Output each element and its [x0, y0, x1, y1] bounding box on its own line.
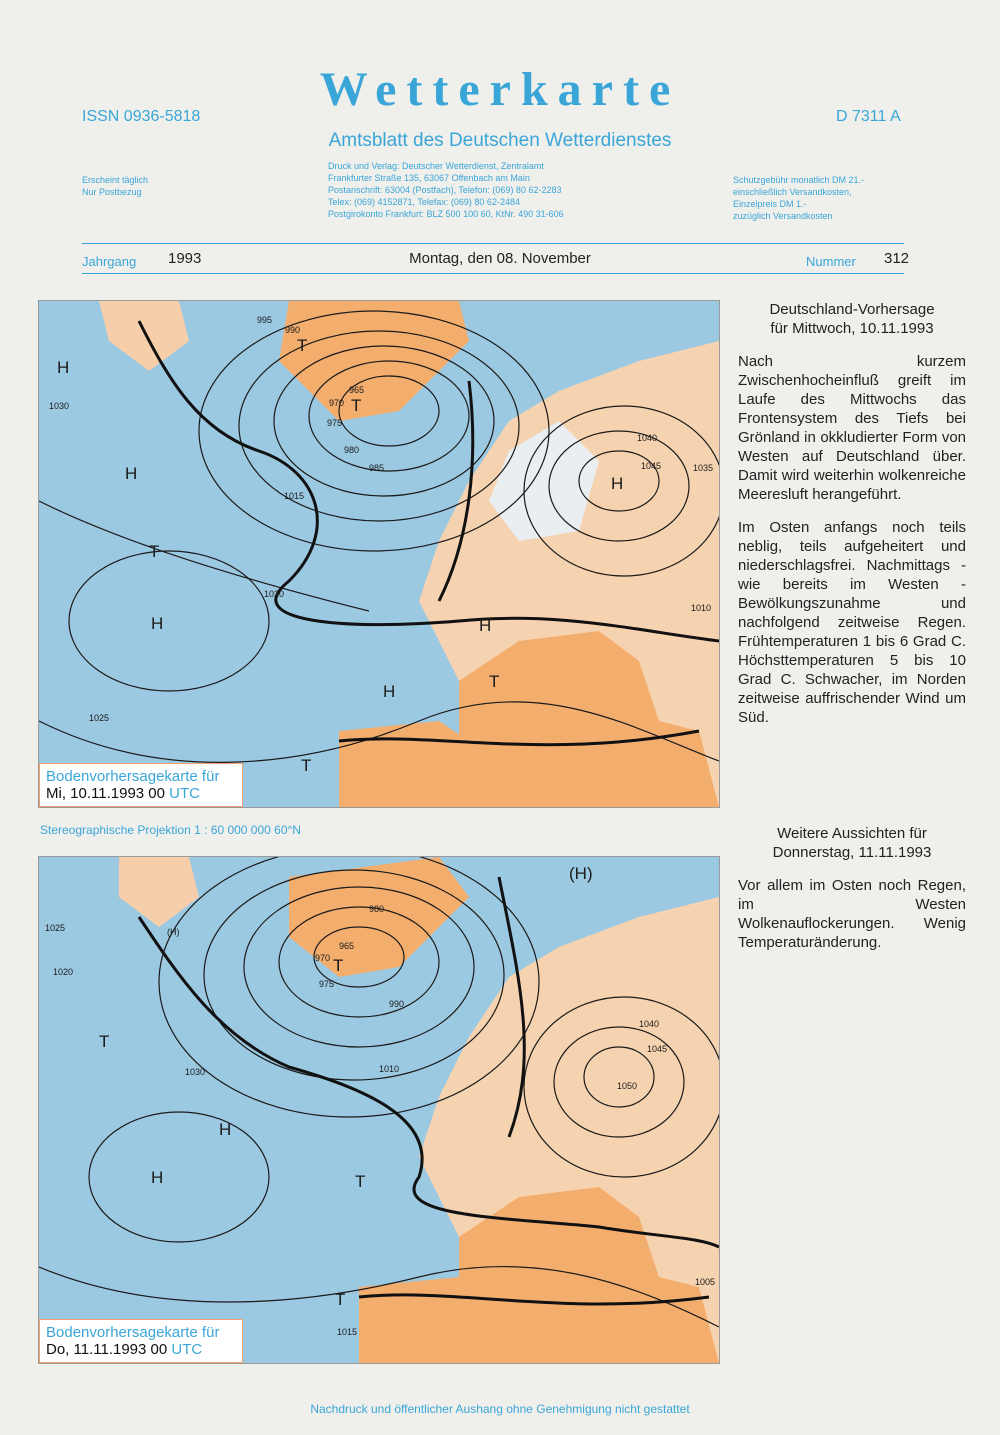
- publication-info: [82, 174, 148, 198]
- press-line: Postgirokonto Frankfurt: BLZ 500 100 60, KtNr. 490 31-606: [328, 209, 564, 219]
- forecast-column: [738, 300, 966, 727]
- year-value: 1993: [168, 250, 202, 267]
- isobar-label: 1020: [53, 967, 74, 977]
- center-low: T: [297, 336, 308, 355]
- isobar-label: 1035: [693, 463, 714, 473]
- isobar-label: 980: [344, 445, 360, 455]
- isobar-label: 965: [339, 941, 355, 951]
- isobar-label: 970: [315, 953, 331, 963]
- isobar-label: 1045: [647, 1044, 668, 1054]
- weather-map-2: [38, 856, 720, 1364]
- isobar-label: 1050: [617, 1081, 638, 1091]
- copyright-footer: Nachdruck und öffentlicher Aushang ohne Genehmigung nicht gestattet: [310, 1402, 690, 1416]
- fee-line: Einzelpreis DM 1.-: [733, 199, 807, 209]
- header-rule-bottom: [82, 273, 904, 274]
- isobar-label: 1010: [691, 603, 712, 613]
- isobar-label: 1015: [337, 1327, 358, 1337]
- isobar-label: 1025: [89, 713, 110, 723]
- isobar-label: 1045: [641, 461, 662, 471]
- press-info: [328, 160, 564, 220]
- isobar-label: 975: [319, 979, 335, 989]
- center-low: T: [351, 396, 362, 415]
- number-label: Nummer: [806, 254, 856, 269]
- center-high: H: [151, 614, 164, 633]
- outlook-heading-line: Donnerstag, 11.11.1993: [772, 844, 932, 861]
- year-label: Jahrgang: [82, 254, 137, 269]
- center-high: H: [151, 1168, 164, 1187]
- center-low: T: [489, 672, 500, 691]
- outlook-heading-line: Weitere Aussichten für: [777, 825, 927, 842]
- isobar-label: 980: [369, 904, 385, 914]
- isobar-label: 1005: [695, 1277, 716, 1287]
- center-high: H: [383, 682, 396, 701]
- caption-date-text: Do, 11.11.1993 00: [46, 1341, 168, 1358]
- isobar-label: 990: [389, 999, 405, 1009]
- isobar-label: 985: [369, 463, 385, 473]
- weather-map-1: [38, 300, 720, 808]
- publication-line: Nur Postbezug: [82, 187, 142, 197]
- center-high: H: [125, 464, 138, 483]
- publication-line: Erscheint täglich: [82, 175, 149, 185]
- center-high: H: [611, 474, 624, 493]
- forecast-heading: [738, 300, 966, 338]
- fee-line: einschließlich Versandkosten,: [733, 187, 852, 197]
- center-low: T: [333, 956, 344, 975]
- press-line: Frankfurter Straße 135, 63067 Offenbach am Main: [328, 173, 530, 183]
- center-low: T: [335, 1290, 346, 1309]
- isobar-label: 1040: [639, 1019, 660, 1029]
- document-number: D 7311 A: [836, 108, 901, 125]
- isobar-label: 1020: [264, 589, 285, 599]
- caption-date: [46, 785, 236, 802]
- masthead-subtitle: Amtsblatt des Deutschen Wetterdienstes: [328, 130, 672, 151]
- caption-utc: UTC: [171, 1341, 203, 1358]
- center-low: T: [301, 756, 312, 775]
- isobar-label: 990: [285, 325, 301, 335]
- forecast-paragraph: Im Osten anfangs noch teils neblig, teils aufgeheitert und niederschlagsfrei. Nachmittags - wie bereits im Westen - Bewölkungszunahme und nachfolgend zeitweise Regen. Frühtemperaturen 1 bis 6 Grad C. Höchsttemperaturen 5 bis 10 Grad C. Schwacher, im Norden zeitweise auffrischender Wind um Süd.: [738, 519, 966, 726]
- isobar-label: 970: [329, 398, 345, 408]
- map-2-graphic: [39, 857, 719, 1363]
- outlook-column: [738, 824, 966, 952]
- center-low: T: [149, 542, 160, 561]
- isobar-label: 1025: [45, 923, 66, 933]
- press-line: Postanschrift: 63004 (Postfach), Telefon: (069) 80 62-2283: [328, 185, 562, 195]
- forecast-heading-line: für Mittwoch, 10.11.1993: [770, 320, 934, 337]
- center-low: T: [355, 1172, 366, 1191]
- map-1-caption: [39, 763, 243, 807]
- press-line: Druck und Verlag: Deutscher Wetterdienst, Zentralamt: [328, 161, 544, 171]
- number-value: 312: [884, 250, 910, 267]
- caption-title: Bodenvorhersagekarte für: [46, 1324, 220, 1341]
- isobar-label: 1030: [49, 401, 70, 411]
- issue-date: Montag, den 08. November: [409, 250, 591, 267]
- press-line: Telex: (069) 4152871, Telefax: (069) 80 62-2484: [328, 197, 520, 207]
- isobar-label: 975: [327, 418, 343, 428]
- fee-line: Schutzgebühr monatlich DM 21.-: [733, 175, 865, 185]
- isobar-label: 995: [257, 315, 273, 325]
- center-low: T: [99, 1032, 110, 1051]
- center-high: H: [57, 358, 70, 377]
- isobar-label: 1015: [284, 491, 305, 501]
- center-high: (H): [569, 864, 593, 883]
- caption-utc: UTC: [169, 785, 200, 802]
- fee-info: [733, 174, 864, 222]
- isobar-label: 1010: [379, 1064, 400, 1074]
- forecast-heading-line: Deutschland-Vorhersage: [769, 301, 935, 318]
- fee-line: zuzüglich Versandkosten: [733, 211, 833, 221]
- map-2-caption: [39, 1319, 243, 1363]
- center-high: H: [219, 1120, 232, 1139]
- header-rule-top: [82, 243, 904, 244]
- outlook-paragraph: Vor allem im Osten noch Regen, im Westen Wolkenauflockerungen. Wenig Temperaturänderung.: [738, 877, 966, 951]
- forecast-paragraph: Nach kurzem Zwischenhocheinfluß greift im Laufe des Mittwochs das Frontensystem des Tiefs bei Grönland in okkludierter Form von Westen auf Deutschland über. Damit wird weiterhin wolkenreiche Meeresluft herangeführt.: [738, 353, 966, 503]
- issn-number: ISSN 0936-5818: [82, 108, 201, 125]
- isobar-label: 1030: [185, 1067, 206, 1077]
- masthead-title: Wetterkarte: [319, 63, 681, 116]
- center-high: H: [479, 616, 492, 635]
- caption-date: [46, 1341, 236, 1358]
- outlook-heading: [738, 824, 966, 862]
- isobar-label: 1040: [637, 433, 658, 443]
- isobar-label: 965: [349, 385, 365, 395]
- caption-date-text: Mi, 10.11.1993 00: [46, 785, 165, 802]
- map-1-graphic: [39, 301, 719, 807]
- caption-title: Bodenvorhersagekarte für: [46, 768, 220, 785]
- isobar-label: (H): [167, 927, 180, 937]
- projection-note: Stereographische Projektion 1 : 60 000 000 60°N: [40, 823, 301, 837]
